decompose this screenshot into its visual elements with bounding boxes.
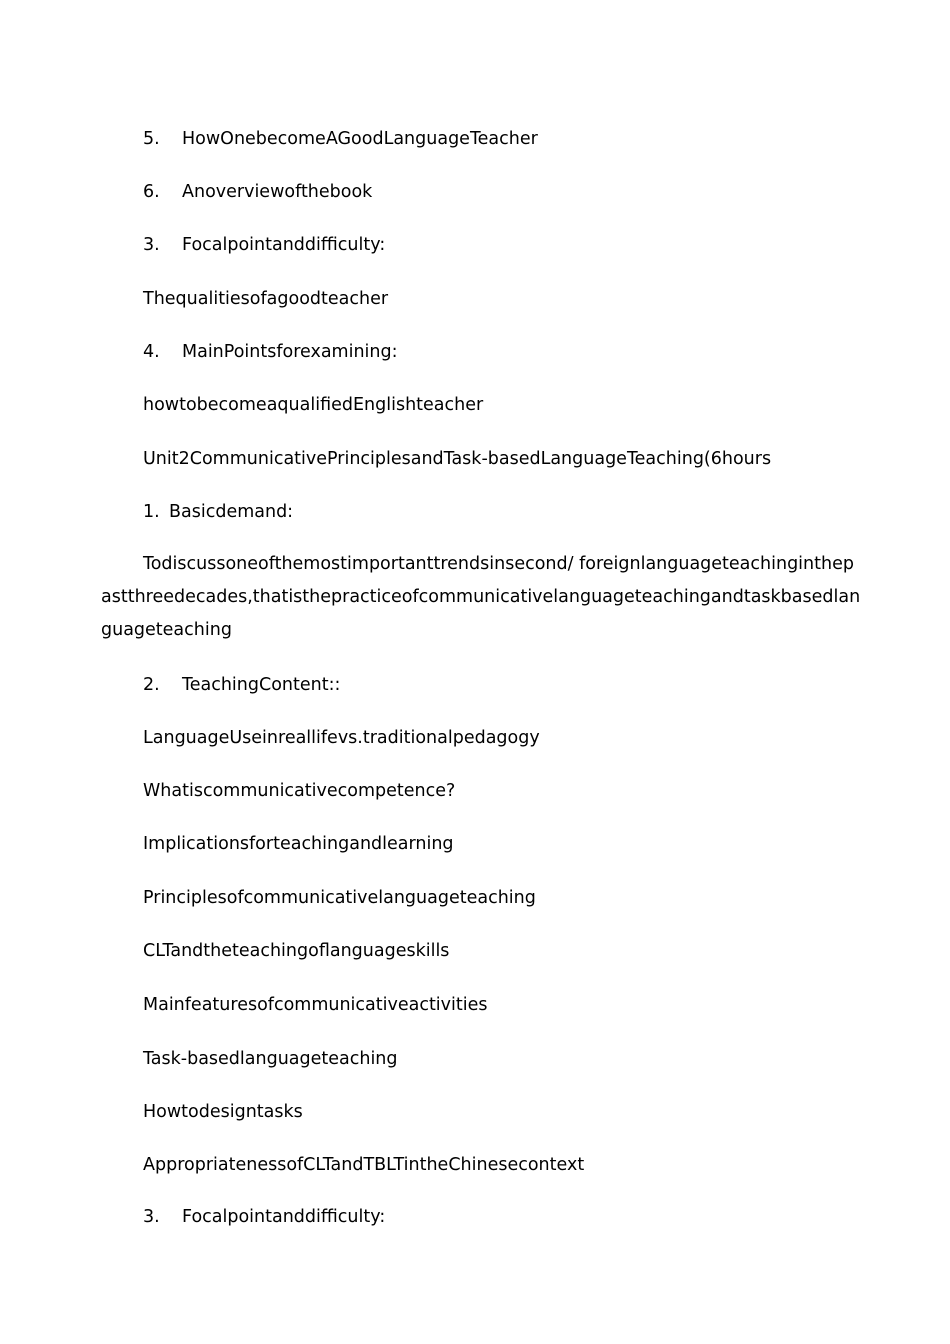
list-item-5 — [143, 128, 538, 150]
text-line: LanguageUseinreallifevs.traditionalpedagogy — [143, 728, 540, 748]
list-text: Focalpointanddifficulty: — [182, 235, 386, 255]
list-number: 5. — [143, 129, 160, 149]
section-heading-basic-demand — [143, 501, 293, 523]
list-number: 4. — [143, 342, 160, 362]
list-number: 3. — [143, 1207, 160, 1227]
list-text: MainPointsforexamining: — [182, 342, 398, 362]
list-number: 1. — [143, 502, 160, 522]
text-line: Principlesofcommunicativelanguageteaching — [143, 888, 536, 908]
list-number: 6. — [143, 182, 160, 202]
text-line: CLTandtheteachingoflanguageskills — [143, 941, 450, 961]
unit-title: Unit2CommunicativePrinciplesandTask-basedLanguageTeaching(6hours — [143, 449, 772, 469]
text-line: AppropriatenessofCLTandTBLTintheChinesecontext — [143, 1155, 585, 1175]
list-item-6 — [143, 181, 372, 203]
list-number: 2. — [143, 675, 160, 695]
text-line: Mainfeaturesofcommunicativeactivities — [143, 995, 488, 1015]
text-line: Thequalitiesofagoodteacher — [143, 289, 389, 309]
list-text: HowOnebecomeAGoodLanguageTeacher — [182, 129, 538, 149]
list-text: Anoverviewofthebook — [182, 182, 373, 202]
section-heading-main-points — [143, 341, 398, 363]
list-number: 3. — [143, 235, 160, 255]
paragraph-basic-demand: Todiscussoneofthemostimportanttrendsinsecond/ foreignlanguageteachinginthepastthreedecades,thatisthepracticeofcommunicativelanguageteachingandtaskbasedlanguageteaching — [101, 554, 861, 640]
text-line: Howtodesigntasks — [143, 1102, 303, 1122]
text-line: Implicationsforteachingandlearning — [143, 834, 454, 854]
text-line: Task-basedlanguageteaching — [143, 1049, 398, 1069]
section-heading-focal-point — [143, 234, 385, 256]
text-line: Whatiscommunicativecompetence? — [143, 781, 456, 801]
list-text: Basicdemand: — [169, 502, 294, 522]
list-text: Focalpointanddifficulty: — [182, 1207, 386, 1227]
list-text: TeachingContent:: — [182, 675, 341, 695]
section-heading-teaching-content — [143, 674, 340, 696]
section-heading-focal-point — [143, 1206, 385, 1228]
text-line: howtobecomeaqualifiedEnglishteacher — [143, 395, 484, 415]
